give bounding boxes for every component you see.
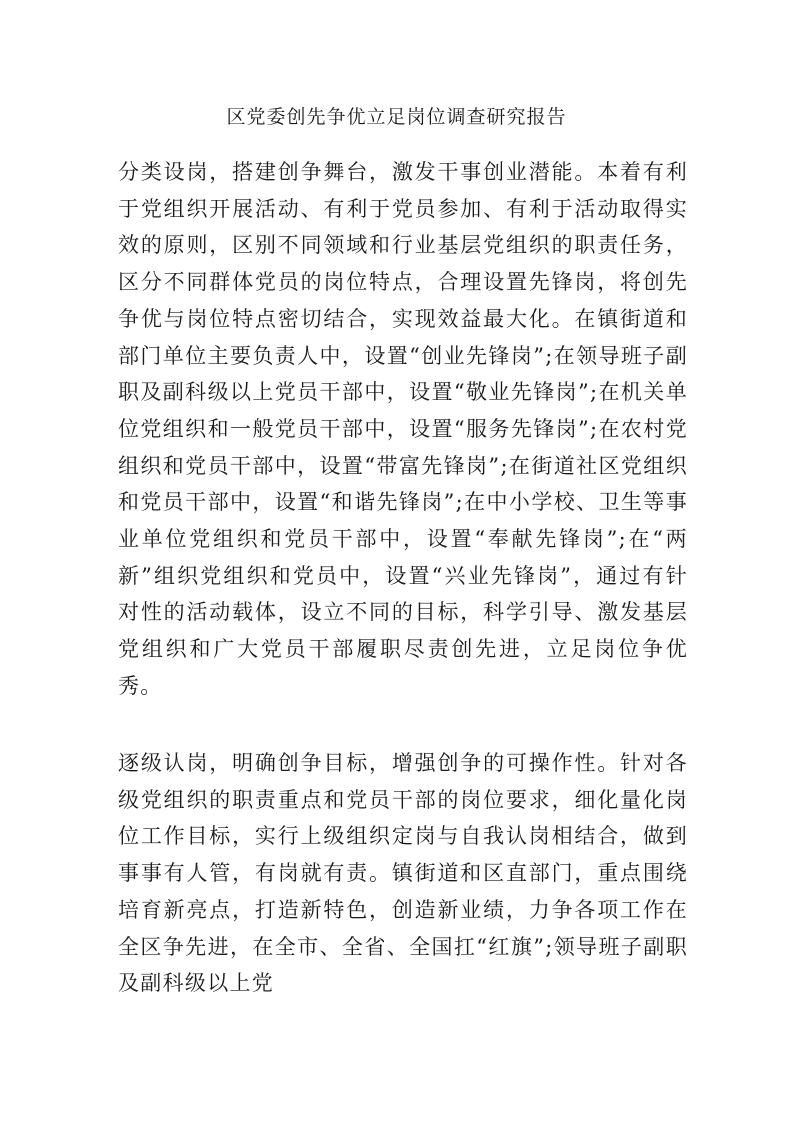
- document-title: 区党委创先争优立足岗位调查研究报告: [226, 106, 567, 128]
- body-paragraph: 逐级认岗，明确创争目标，增强创争的可操作性。针对各级党组织的职责重点和党员干部的岗位要求，细化量化岗位工作目标，实行上级组织定岗与自我认岗相结合，做到事事有人管，有岗就有责。镇街道和区直部门，重点围绕培育新亮点，打造新特色，创造新业绩，力争各项工作在全区争先进，在全市、全省、全国扛“红旗”;领导班子副职及副科级以上党: [118, 751, 688, 996]
- body-paragraph: 分类设岗，搭建创争舞台，激发干事创业潜能。本着有利于党组织开展活动、有利于党员参加、有利于活动取得实效的原则，区别不同领域和行业基层党组织的职责任务，区分不同群体党员的岗位特点，合理设置先锋岗，将创先争优与岗位特点密切结合，实现效益最大化。在镇街道和部门单位主要负责人中，设置“创业先锋岗”;在领导班子副职及副科级以上党员干部中，设置“敬业先锋岗”;在机关单位党组织和一般党员干部中，设置“服务先锋岗”;在农村党组织和党员干部中，设置“带富先锋岗”;在街道社区党组织和党员干部中，设置“和谐先锋岗”;在中小学校、卫生等事业单位党组织和党员干部中，设置“奉献先锋岗”;在“两新”组织党组织和党员中，设置“兴业先锋岗”，通过有针对性的活动载体，设立不同的目标，科学引导、激发基层党组织和广大党员干部履职尽责创先进，立足岗位争优秀。: [118, 160, 688, 698]
